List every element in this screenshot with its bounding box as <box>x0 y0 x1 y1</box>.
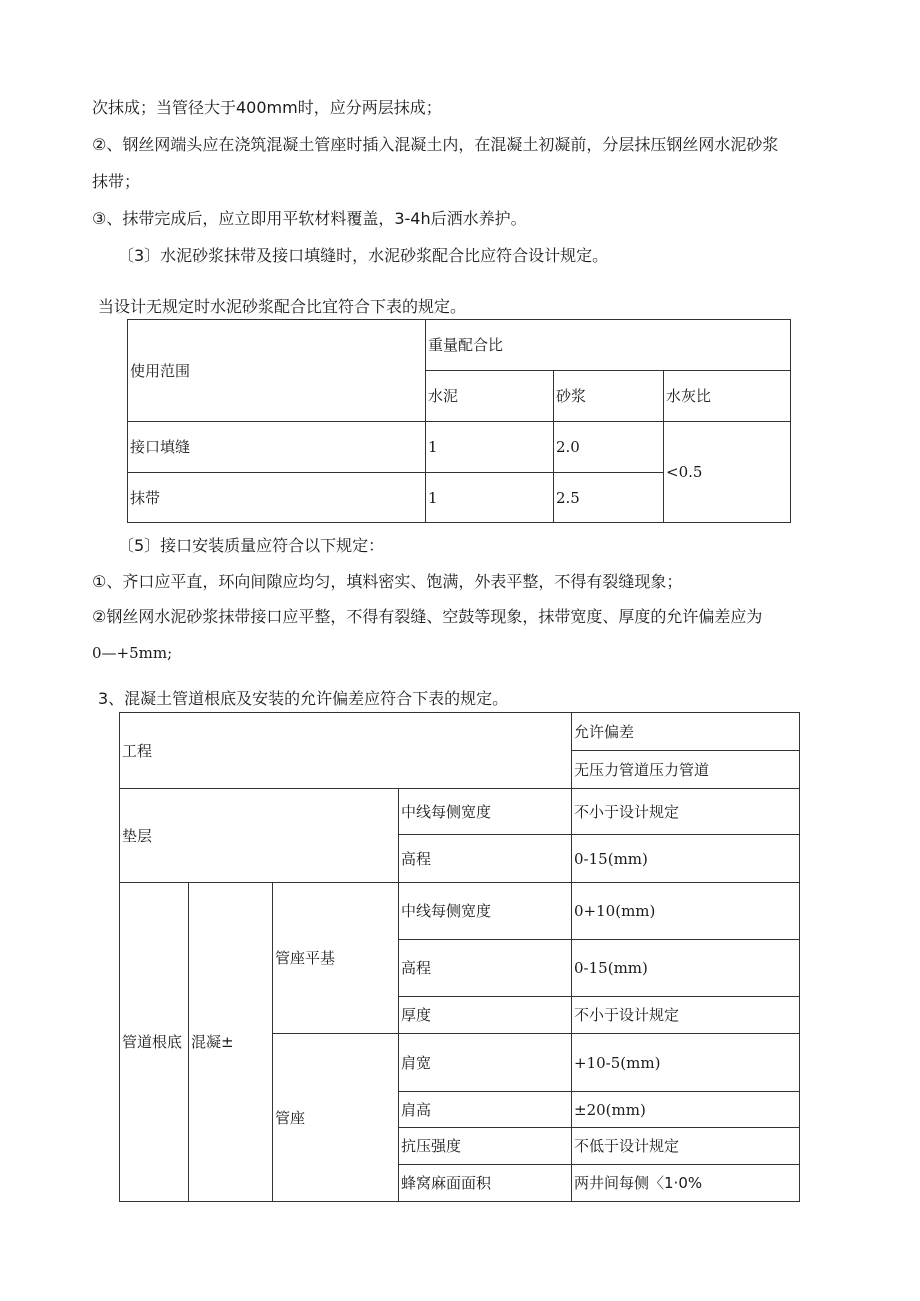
table-row <box>128 422 791 473</box>
header-tolerance: 允许偏差 <box>572 713 800 751</box>
table-cell: 肩高 <box>399 1092 572 1128</box>
table-cell: 不小于设计规定 <box>572 997 800 1034</box>
paragraph-5: 当设计无规定时水泥砂浆配合比宜符合下表的规定。 <box>98 297 467 316</box>
table-cell: 蜂窝麻面面积 <box>399 1165 572 1202</box>
header-subhead: 无压力管道压力管道 <box>572 751 800 789</box>
use-cell: 接口填缝 <box>128 422 426 473</box>
table-cell: 0-15(mm) <box>572 940 800 997</box>
header-cement: 水泥 <box>426 371 554 422</box>
table-cell: 高程 <box>399 940 572 997</box>
paragraph-8b: 0—+5mm; <box>92 644 173 662</box>
concrete-cell: 混凝± <box>189 883 273 1202</box>
mortar-ratio-table <box>127 319 791 523</box>
cement-cell: 1 <box>426 422 554 473</box>
paragraph-9: 3、混凝土管道根底及安装的允许偏差应符合下表的规定。 <box>98 689 509 708</box>
paragraph-1: 次抹成；当管径大于400mm时，应分两层抹成； <box>92 98 442 117</box>
tolerance-table <box>119 712 800 1202</box>
use-cell: 抹带 <box>128 473 426 523</box>
table-cell: +10-5(mm) <box>572 1034 800 1092</box>
header-scope: 使用范围 <box>128 320 426 422</box>
table-cell: ±20(mm) <box>572 1092 800 1128</box>
table-cell: 不小于设计规定 <box>572 789 800 835</box>
paragraph-2a: ②、钢丝网端头应在浇筑混凝土管座时插入混凝土内，在混凝土初凝前，分层抹压钢丝网水泥砂浆 <box>92 135 779 154</box>
header-ratio: 重量配合比 <box>426 320 791 371</box>
paragraph-8a: ②钢丝网水泥砂浆抹带接口应平整，不得有裂缝、空鼓等现象，抹带宽度、厚度的允许偏差应为 <box>92 607 763 626</box>
seat-cell: 管座 <box>273 1034 399 1202</box>
base-cell: 管道根底 <box>120 883 189 1202</box>
header-project: 工程 <box>120 713 572 789</box>
sand-cell: 2.5 <box>554 473 664 523</box>
table-cell: 高程 <box>399 835 572 883</box>
table-cell: 0+10(mm) <box>572 883 800 940</box>
table-cell: 不低于设计规定 <box>572 1128 800 1165</box>
cement-cell: 1 <box>426 473 554 523</box>
table-cell: 中线每侧宽度 <box>399 883 572 940</box>
header-sand: 砂浆 <box>554 371 664 422</box>
cushion-cell: 垫层 <box>120 789 399 883</box>
wc-value: <0.5 <box>664 422 791 523</box>
paragraph-2b: 抹带； <box>92 172 141 191</box>
flat-cell: 管座平基 <box>273 883 399 1034</box>
sand-cell: 2.0 <box>554 422 664 473</box>
paragraph-7: ①、齐口应平直，环向间隙应均匀，填料密实、饱满，外表平整，不得有裂缝现象； <box>92 572 683 591</box>
table-cell: 厚度 <box>399 997 572 1034</box>
header-wc: 水灰比 <box>664 371 791 422</box>
table-cell: 肩宽 <box>399 1034 572 1092</box>
table-cell: 中线每侧宽度 <box>399 789 572 835</box>
table-cell: 抗压强度 <box>399 1128 572 1165</box>
paragraph-3: ③、抹带完成后，应立即用平软材料覆盖，3-4h后洒水养护。 <box>92 209 527 228</box>
paragraph-6: 〔5〕接口安装质量应符合以下规定： <box>118 536 385 555</box>
paragraph-4: 〔3〕水泥砂浆抹带及接口填缝时，水泥砂浆配合比应符合设计规定。 <box>118 246 609 265</box>
table-cell: 0-15(mm) <box>572 835 800 883</box>
table-cell: 两井间每侧〈1·0% <box>572 1165 800 1202</box>
